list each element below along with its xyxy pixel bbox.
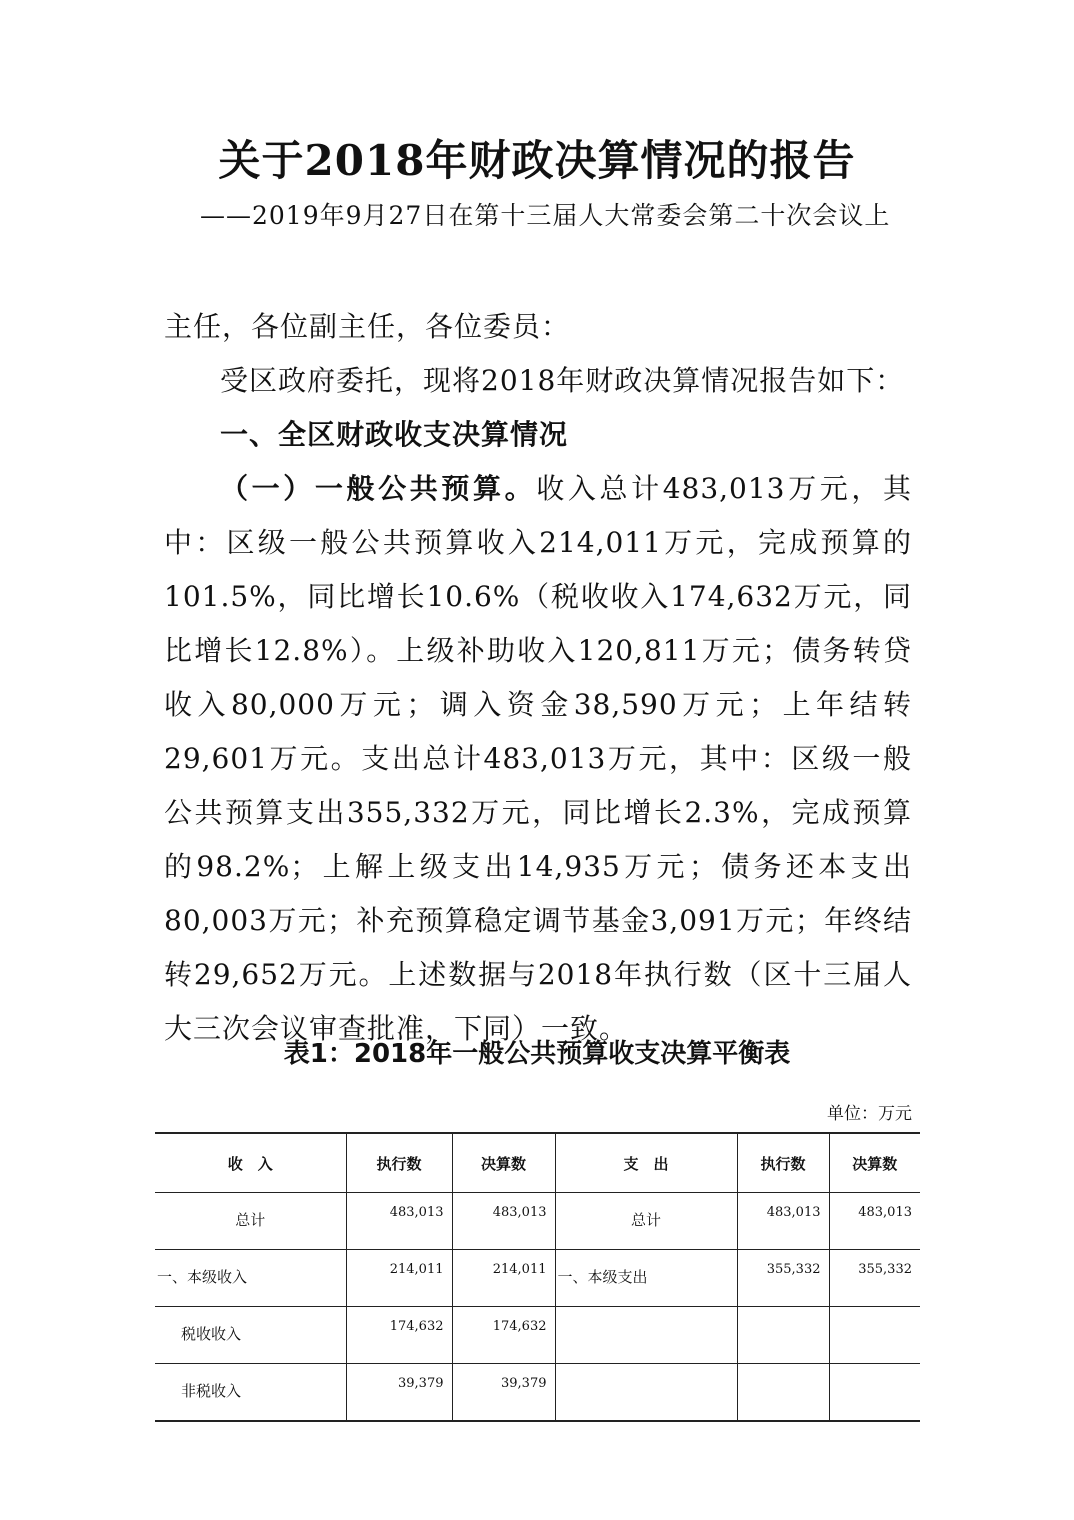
report-title: 关于2018年财政决算情况的报告 — [218, 136, 856, 185]
income-exec-value: 214,011 — [346, 1250, 452, 1307]
header-expense-final: 决算数 — [829, 1133, 920, 1193]
salutation: 主任，各位副主任，各位委员： — [164, 310, 571, 343]
income-label: 税收收入 — [155, 1307, 346, 1364]
table-row — [155, 1193, 920, 1250]
income-exec-value: 39,379 — [346, 1364, 452, 1422]
expense-final-value — [829, 1307, 920, 1364]
table-row — [155, 1364, 920, 1422]
general-budget-paragraph — [164, 462, 912, 1056]
expense-exec-value — [737, 1307, 829, 1364]
income-final-value: 39,379 — [452, 1364, 555, 1422]
header-income-exec: 执行数 — [346, 1133, 452, 1193]
report-subtitle: ——2019年9月27日在第十三届人大常委会第二十次会议上 — [200, 201, 891, 230]
expense-exec-value: 483,013 — [737, 1193, 829, 1250]
expense-label — [555, 1307, 737, 1364]
income-label: 一、本级收入 — [155, 1250, 346, 1307]
paragraph-text: 收入总计483,013万元，其中：区级一般公共预算收入214,011万元，完成预算的101.5%，同比增长10.6%（税收收入174,632万元，同比增长12.8%）。上级补助收入120,811万元；债务转贷收入80,000万元；调入资金38,590万元；上年结转29,601万元。支出总计483,013万元，其中：区级一般公共预算支出355,332万元，同比增长2.3%，完成预算的98.2%；上解上级支出14,935万元；债务还本支出80,003万元；补充预算稳定调节基金3,091万元；年终结转29,652万元。上述数据与2018年执行数（区十三届人大三次会议审查批准，下同）一致。 — [164, 472, 912, 1045]
expense-label: 一、本级支出 — [555, 1250, 737, 1307]
income-label: 总计 — [155, 1193, 346, 1250]
table-row — [155, 1307, 920, 1364]
budget-balance-table — [155, 1132, 920, 1422]
section-heading: 一、全区财政收支决算情况 — [220, 418, 569, 451]
expense-final-value — [829, 1364, 920, 1422]
table-unit: 单位：万元 — [827, 1104, 912, 1124]
table-caption: 表1：2018年一般公共预算收支决算平衡表 — [283, 1039, 791, 1069]
expense-final-value: 355,332 — [829, 1250, 920, 1307]
table-header-row — [155, 1133, 920, 1193]
header-income-final: 决算数 — [452, 1133, 555, 1193]
expense-final-value: 483,013 — [829, 1193, 920, 1250]
income-final-value: 214,011 — [452, 1250, 555, 1307]
paragraph-lead: （一）一般公共预算。 — [220, 472, 537, 505]
header-expense-exec: 执行数 — [737, 1133, 829, 1193]
expense-label: 总计 — [555, 1193, 737, 1250]
income-final-value: 483,013 — [452, 1193, 555, 1250]
income-final-value: 174,632 — [452, 1307, 555, 1364]
header-income: 收 入 — [155, 1133, 346, 1193]
expense-label — [555, 1364, 737, 1422]
expense-exec-value — [737, 1364, 829, 1422]
income-exec-value: 174,632 — [346, 1307, 452, 1364]
expense-exec-value: 355,332 — [737, 1250, 829, 1307]
income-exec-value: 483,013 — [346, 1193, 452, 1250]
income-label: 非税收入 — [155, 1364, 346, 1422]
intro-paragraph: 受区政府委托，现将2018年财政决算情况报告如下： — [220, 364, 905, 397]
header-expense: 支 出 — [555, 1133, 737, 1193]
table-row — [155, 1250, 920, 1307]
